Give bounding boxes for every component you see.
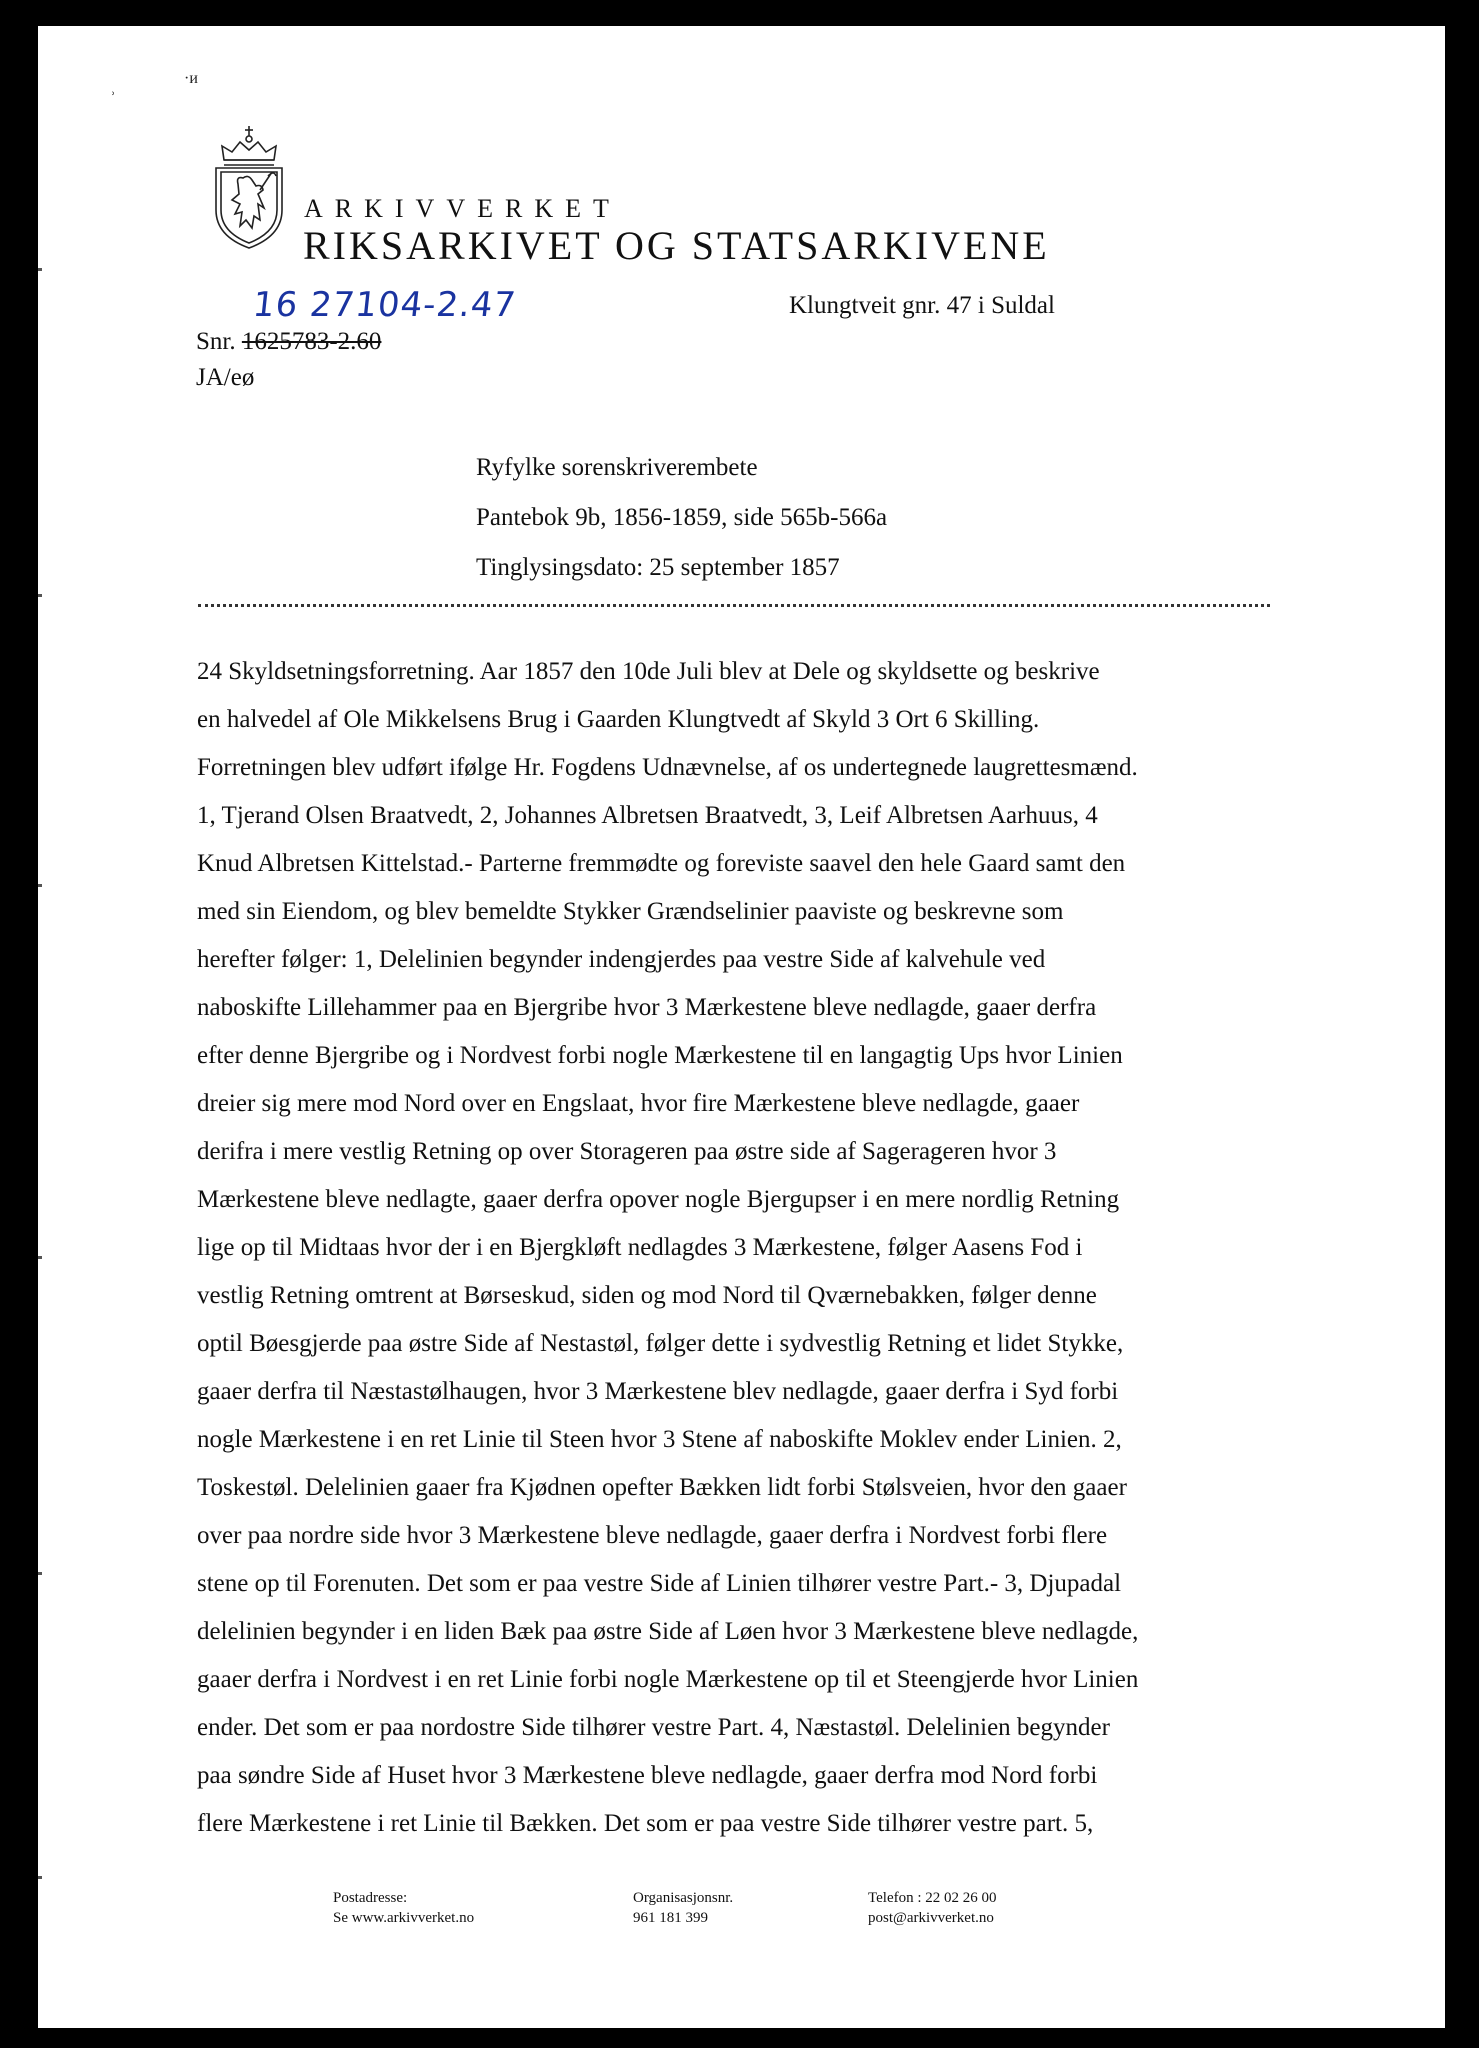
body-line: delelinien begynder i en liden Bæk paa østre Side af Løen hvor 3 Mærkestene bleve nedlagde, <box>197 1618 1139 1645</box>
author-initials: JA/eø <box>196 364 255 391</box>
body-line: paa søndre Side af Huset hvor 3 Mærkestene bleve nedlagde, gaaer derfra mod Nord forbi <box>197 1762 1098 1789</box>
case-number-label: Snr. <box>196 328 236 355</box>
handwritten-case-number: 16 27104-2.47 <box>250 285 519 325</box>
org-name-large: RIKSARKIVET OG STATSARKIVENE <box>303 223 1050 268</box>
body-line: Forretningen blev udført ifølge Hr. Fogdens Udnævnelse, af os undertegnede laugrettesmænd. <box>197 754 1138 781</box>
body-line: 1, Tjerand Olsen Braatvedt, 2, Johannes Albretsen Braatvedt, 3, Leif Albretsen Aarhuus, 4 <box>197 802 1098 829</box>
document-page <box>38 26 1445 2028</box>
body-line: lige op til Midtaas hvor der i en Bjergkløft nedlagdes 3 Mærkestene, følger Aasens Fod i <box>197 1234 1083 1261</box>
footer-phone: Telefon : 22 02 26 00 <box>868 1890 997 1906</box>
footer-email[interactable]: post@arkivverket.no <box>868 1910 994 1926</box>
footer-postal <box>333 1888 474 1928</box>
body-line: naboskifte Lillehammer paa en Bjergribe hvor 3 Mærkestene bleve nedlagde, gaaer derfra <box>197 994 1097 1021</box>
body-line: Toskestøl. Delelinien gaaer fra Kjødnen opefter Bækken lidt forbi Stølsveien, hvor den gaaer <box>197 1474 1127 1501</box>
reference-book: Pantebok 9b, 1856-1859, side 565b-566a <box>476 504 888 531</box>
body-line: herefter følger: 1, Delelinien begynder indengjerdes paa vestre Side af kalvehule ved <box>197 946 1046 973</box>
dotted-separator <box>198 604 1270 607</box>
body-line: stene op til Forenuten. Det som er paa vestre Side af Linien tilhører vestre Part.- 3, Djupadal <box>197 1570 1122 1597</box>
footer-contact <box>868 1888 997 1928</box>
footer-org-label: Organisasjonsnr. <box>633 1890 734 1906</box>
document-subject: Klungtveit gnr. 47 i Suldal <box>789 292 1055 319</box>
body-line: efter denne Bjergribe og i Nordvest forbi nogle Mærkestene til en langagtig Ups hvor Linien <box>197 1042 1123 1069</box>
margin-tick <box>38 594 42 597</box>
body-line: 24 Skyldsetningsforretning. Aar 1857 den 10de Juli blev at Dele og skyldsette og beskrive <box>197 658 1100 685</box>
body-line: flere Mærkestene i ret Linie til Bækken. Det som er paa vestre Side tilhører vestre part. 5, <box>197 1810 1094 1837</box>
footer-postal-label: Postadresse: <box>333 1890 408 1906</box>
body-line: gaaer derfra i Nordvest i en ret Linie forbi nogle Mærkestene op til et Steengjerde hvor Linien <box>197 1666 1139 1693</box>
margin-tick <box>38 1572 42 1575</box>
margin-tick <box>38 268 42 271</box>
reference-source: Ryfylke sorenskriverembete <box>476 454 758 481</box>
scan-mark-1: ˒ <box>110 80 116 100</box>
margin-tick <box>38 1876 42 1879</box>
body-line: over paa nordre side hvor 3 Mærkestene bleve nedlagde, gaaer derfra i Nordvest forbi flere <box>197 1522 1108 1549</box>
reference-date: Tinglysingsdato: 25 september 1857 <box>476 554 840 581</box>
body-line: gaaer derfra til Næstastølhaugen, hvor 3 Mærkestene blev nedlagde, gaaer derfra i Syd forbi <box>197 1378 1119 1405</box>
footer-org-value: 961 181 399 <box>633 1910 708 1926</box>
body-line: Mærkestene bleve nedlagte, gaaer derfra opover nogle Bjergupser i en mere nordlig Retning <box>197 1186 1120 1213</box>
scan-mark-2: ·ᴎ <box>184 70 198 87</box>
transcription-body <box>197 648 1317 1848</box>
org-name-small: ARKIVVERKET <box>304 194 621 223</box>
case-number-line <box>196 328 381 356</box>
body-line: en halvedel af Ole Mikkelsens Brug i Gaarden Klungtvedt af Skyld 3 Ort 6 Skilling. <box>197 706 1040 733</box>
margin-tick <box>38 1256 42 1259</box>
coat-of-arms-logo <box>208 124 290 252</box>
margin-tick <box>38 884 42 887</box>
case-number-old: 1625783-2.60 <box>241 328 382 355</box>
body-line: med sin Eiendom, og blev bemeldte Stykker Grændselinier paaviste og beskrevne som <box>197 898 1064 925</box>
body-line: ender. Det som er paa nordostre Side tilhører vestre Part. 4, Næstastøl. Delelinien begynder <box>197 1714 1110 1741</box>
body-line: derifra i mere vestlig Retning op over Storageren paa østre side af Sagerageren hvor 3 <box>197 1138 1057 1165</box>
footer-org-number <box>633 1888 733 1928</box>
footer-postal-value[interactable]: Se www.arkivverket.no <box>333 1910 475 1926</box>
body-line: Knud Albretsen Kittelstad.- Parterne fremmødte og foreviste saavel den hele Gaard samt den <box>197 850 1126 877</box>
body-line: dreier sig mere mod Nord over en Engslaat, hvor fire Mærkestene bleve nedlagde, gaaer <box>197 1090 1080 1117</box>
body-line: vestlig Retning omtrent at Børseskud, siden og mod Nord til Qværnebakken, følger denne <box>197 1282 1097 1309</box>
body-line: optil Bøesgjerde paa østre Side af Nestastøl, følger dette i sydvestlig Retning et lidet Stykke, <box>197 1330 1124 1357</box>
body-line: nogle Mærkestene i en ret Linie til Steen hvor 3 Stene af naboskifte Moklev ender Linien. 2, <box>197 1426 1122 1453</box>
